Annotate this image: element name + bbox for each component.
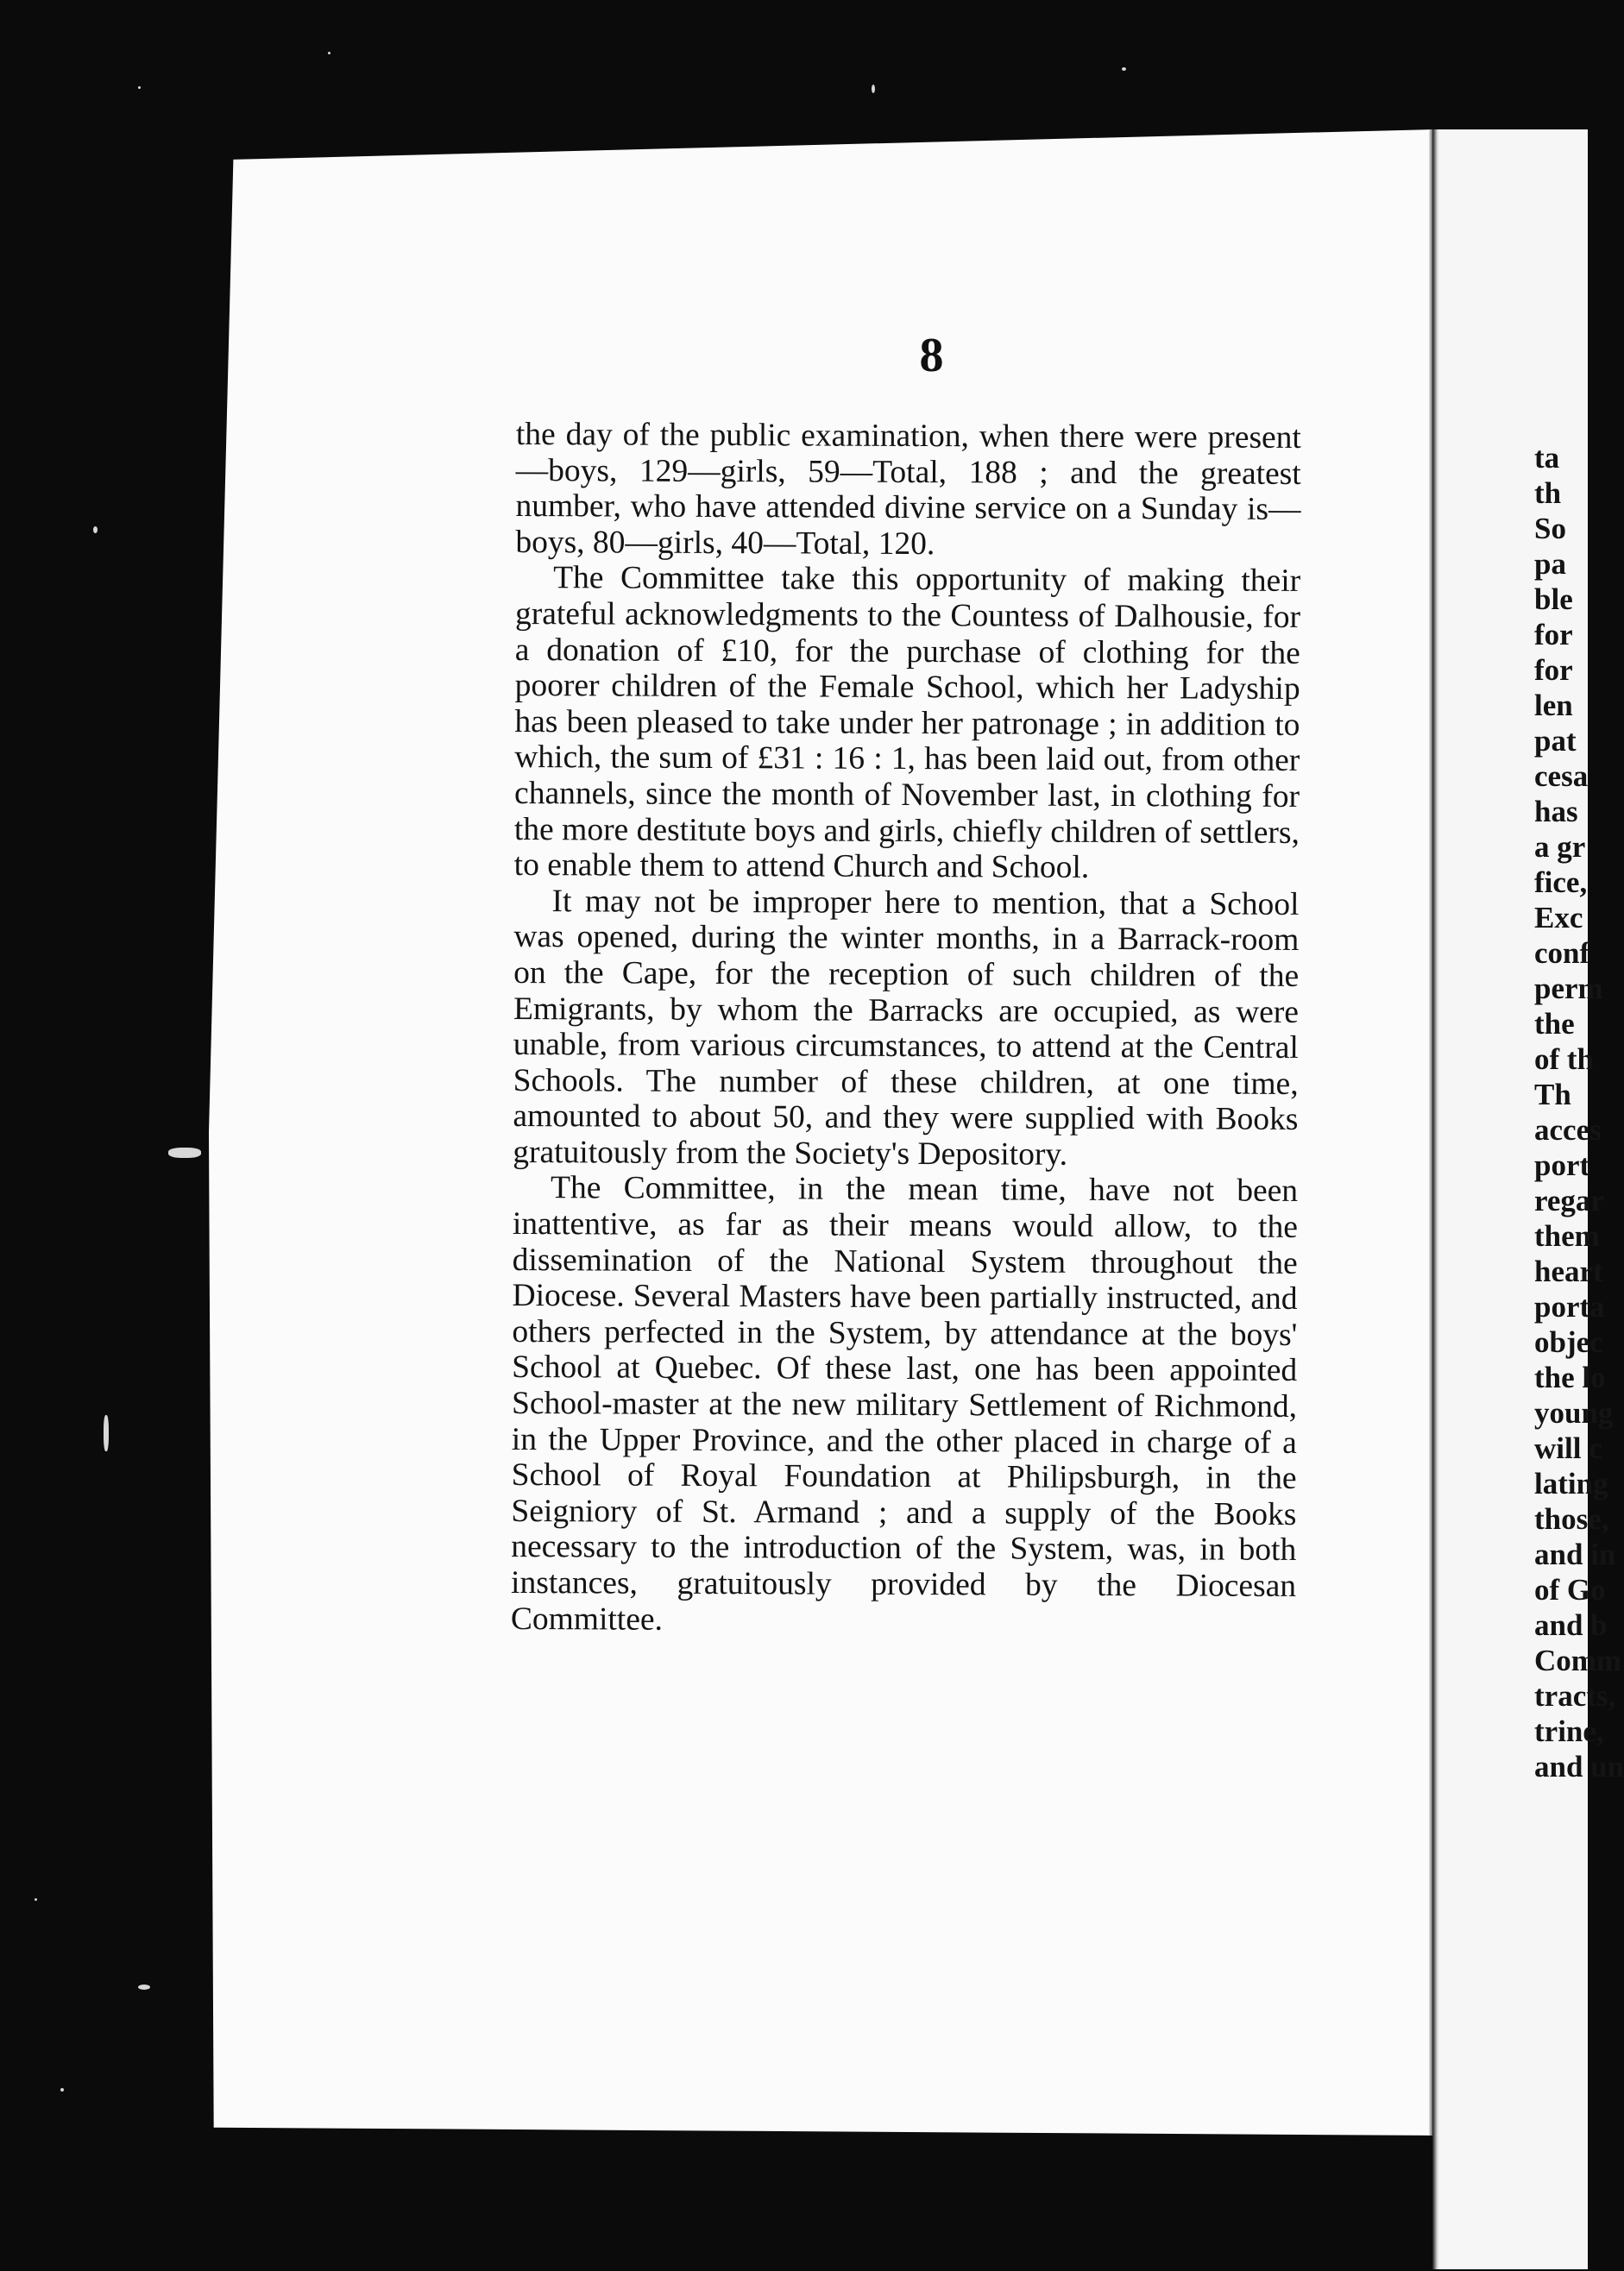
scan-speck bbox=[104, 1415, 109, 1451]
facing-page-line: and b bbox=[1534, 1608, 1608, 1642]
facing-page-line: acces bbox=[1534, 1113, 1602, 1147]
paragraph: It may not be improper here to mention, that a School was opened, during the winter months, in a Barrack-room on the Cape, for the reception of such children of the Emigrants, by whom the Barracks are occupied, as were unable, from various circumstances, to attend at the Central Schools. The number of these children, at one time, amounted to about 50, and they were supplied with Books gratuitously from the Society's Depository. bbox=[513, 883, 1300, 1173]
facing-page-line: will c bbox=[1534, 1431, 1602, 1465]
facing-page-line: the lo bbox=[1534, 1361, 1606, 1394]
facing-page-line: trine, bbox=[1534, 1714, 1604, 1748]
facing-page-line: conf bbox=[1534, 936, 1590, 970]
page-text bbox=[511, 417, 1301, 1640]
facing-page-line: them bbox=[1534, 1219, 1600, 1253]
facing-page-line: port bbox=[1534, 1148, 1590, 1182]
facing-page-line: for bbox=[1534, 653, 1573, 687]
facing-page-line: Comm bbox=[1534, 1644, 1622, 1677]
facing-page-text bbox=[1534, 440, 1624, 1784]
scan-speck bbox=[138, 1985, 150, 1990]
facing-page-line: perm bbox=[1534, 972, 1603, 1005]
facing-page-line: th bbox=[1534, 476, 1562, 510]
facing-page-line: pa bbox=[1534, 547, 1566, 581]
facing-page-line: the bbox=[1534, 1007, 1575, 1041]
scan-speck bbox=[138, 86, 141, 89]
facing-page-line: So bbox=[1534, 512, 1566, 545]
scan-speck bbox=[872, 85, 875, 93]
facing-page-line: objec bbox=[1534, 1325, 1603, 1359]
facing-page-line: and un bbox=[1534, 1750, 1624, 1783]
scan-speck bbox=[1122, 67, 1126, 71]
facing-page-line: ta bbox=[1534, 441, 1560, 475]
facing-page-line: pat bbox=[1534, 724, 1577, 758]
facing-page-line: of th bbox=[1534, 1042, 1595, 1076]
scan-speck bbox=[328, 52, 330, 54]
paragraph: the day of the public examination, when there were present—boys, 129—girls, 59—Total, 188 ; and the greatest number, who have attended divine service on a Sunday is—boys, 80—girls, 40—Total, 120. bbox=[515, 417, 1301, 562]
facing-page-line: Th bbox=[1534, 1078, 1571, 1111]
paragraph: The Committee, in the mean time, have not been inattentive, as far as their means would allow, to the dissemination of the National System throughout the Diocese. Several Masters have been partially instructed, and others perfected in the System, by attendance at the boys' School at Quebec. Of these last, one has been appointed School-master at the new military Settlement of Richmond, in the Upper Province, and the other placed in charge of a School of Royal Foundation at Philipsburgh, in the Seigniory of St. Armand ; and a supply of the Books necessary to the introduction of the System, was, in both instances, gratuitously provided by the Diocesan Committee. bbox=[510, 1170, 1299, 1638]
facing-page-line: tracts, bbox=[1534, 1679, 1616, 1713]
facing-page-line: those, bbox=[1534, 1502, 1609, 1536]
facing-page-line: porta bbox=[1534, 1290, 1605, 1324]
facing-page-line: lating bbox=[1534, 1467, 1608, 1500]
scan-speck bbox=[60, 2088, 64, 2092]
facing-page-line: Exc bbox=[1534, 901, 1583, 934]
facing-page-line: cesa bbox=[1534, 759, 1589, 793]
scan-speck bbox=[168, 1148, 201, 1158]
scan-speck bbox=[35, 1898, 37, 1901]
page-number: 8 bbox=[919, 329, 945, 382]
facing-page-line: has bbox=[1534, 795, 1578, 828]
facing-page-line: of Go bbox=[1534, 1573, 1606, 1607]
facing-page-line: young bbox=[1534, 1396, 1614, 1430]
facing-page-line: for bbox=[1534, 618, 1573, 651]
paragraph: The Committee take this opportunity of making their grateful acknowledgments to the Countess of Dalhousie, for a donation of £10, for the purchase of clothing for the poorer children of the Female School, which her Ladyship has been pleased to take under her patronage ; in addition to which, the sum of £31 : 16 : 1, has been laid out, from other channels, since the month of November last, in clothing for the more destitute boys and girls, chiefly children of settlers, to enable them to attend Church and School. bbox=[513, 560, 1301, 886]
facing-page-line: len bbox=[1534, 689, 1573, 722]
facing-page-line: regar bbox=[1534, 1184, 1604, 1217]
facing-page-line: heart bbox=[1534, 1255, 1603, 1288]
facing-page-line: and in bbox=[1534, 1538, 1616, 1571]
facing-page-line: ble bbox=[1534, 582, 1573, 616]
scan-speck bbox=[93, 526, 98, 533]
facing-page-line: fice, bbox=[1534, 865, 1588, 899]
facing-page-line: a gr bbox=[1534, 830, 1586, 864]
